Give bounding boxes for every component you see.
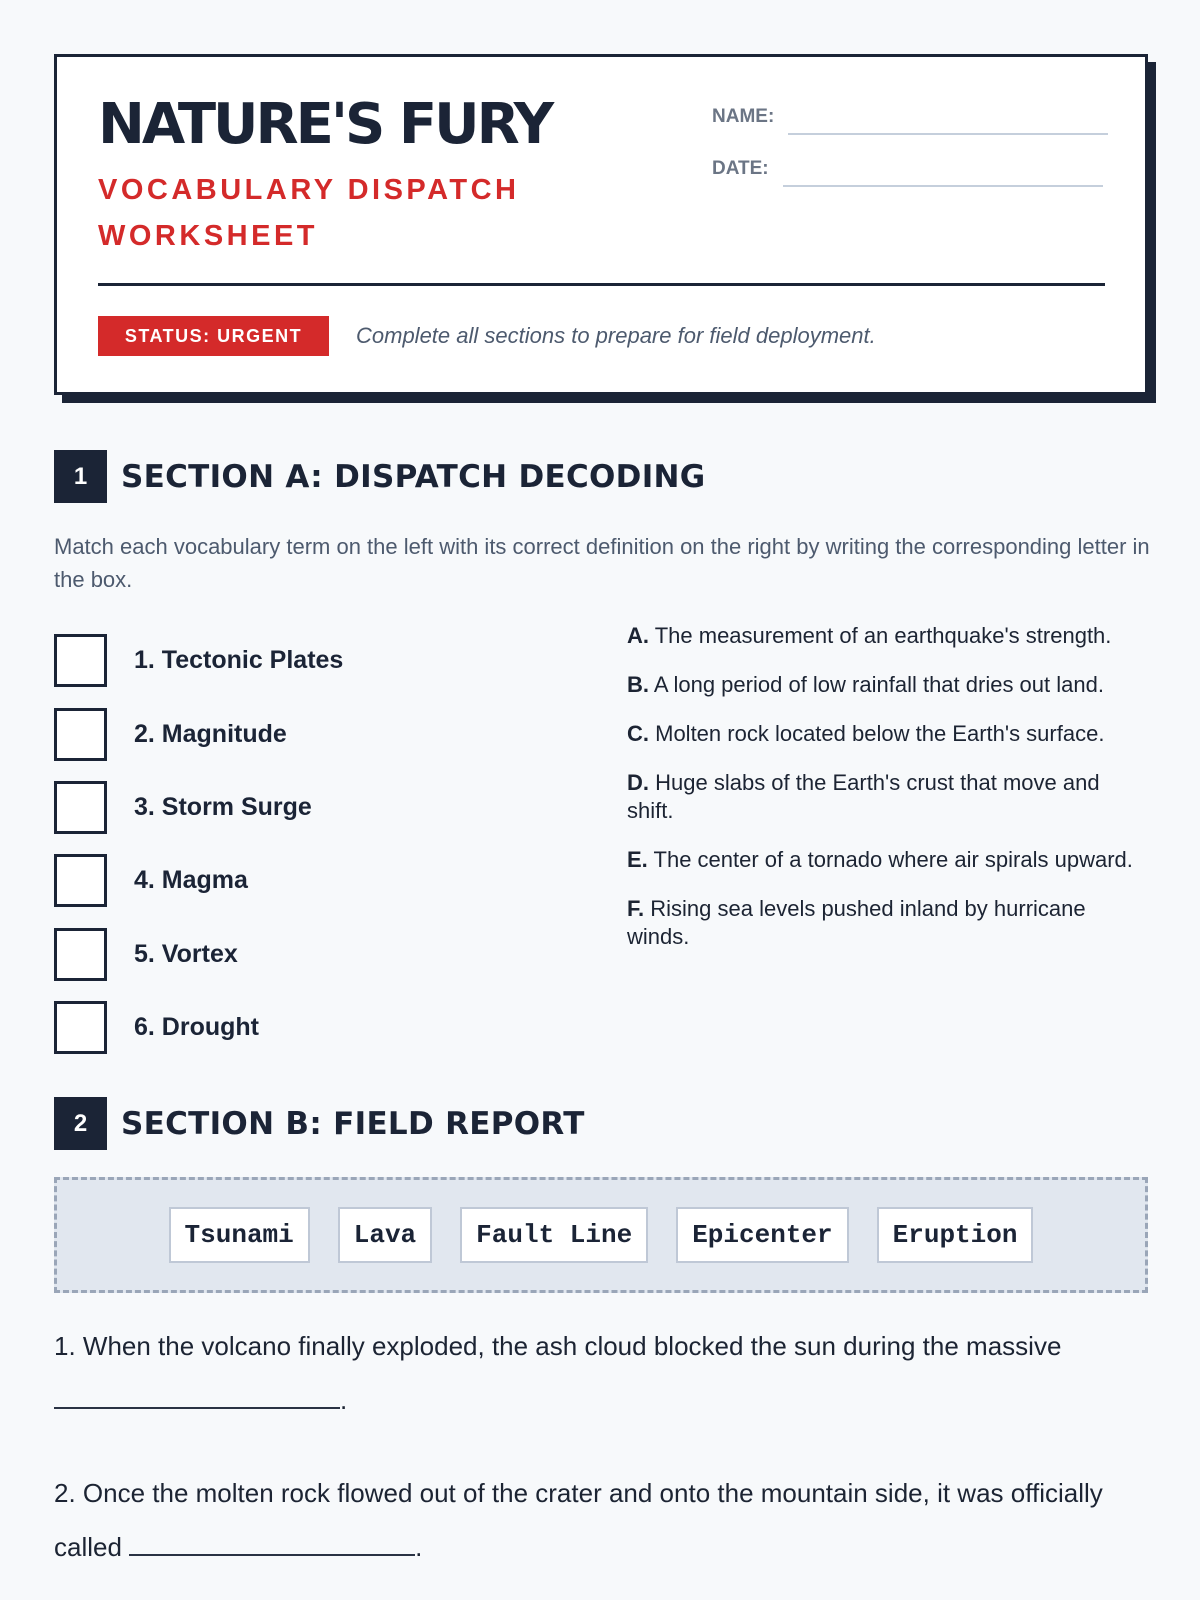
term-row <box>54 771 343 844</box>
term-row <box>54 624 343 697</box>
term-label: 3. Storm Surge <box>134 792 312 821</box>
term-row <box>54 844 343 917</box>
section-number-badge: 1 <box>54 450 107 503</box>
answer-box[interactable] <box>54 634 107 687</box>
answer-blank[interactable] <box>54 1387 340 1409</box>
answer-blank[interactable] <box>129 1534 415 1556</box>
section-b-heading <box>54 1097 585 1150</box>
definition-text: The measurement of an earthquake's strength. <box>654 623 1112 648</box>
header-divider <box>98 283 1105 286</box>
worksheet-subtitle: VOCABULARY DISPATCH WORKSHEET <box>98 174 520 252</box>
status-note: Complete all sections to prepare for field deployment. <box>356 323 876 348</box>
sentence-text: 2. Once the molten rock flowed out of the crater and onto the mountain side, it was officially called <box>54 1478 1103 1562</box>
definition-item <box>627 622 1152 650</box>
definition-text: Huge slabs of the Earth's crust that move and shift. <box>627 770 1100 823</box>
definition-text: Molten rock located below the Earth's surface. <box>655 721 1105 746</box>
word-chip: Lava <box>338 1207 432 1263</box>
status-badge: STATUS: URGENT <box>98 316 329 356</box>
term-label: 4. Magma <box>134 866 248 895</box>
fill-in-sentence <box>54 1319 1164 1427</box>
sentence-end: . <box>415 1532 423 1562</box>
definition-item <box>627 895 1152 951</box>
name-input-line[interactable] <box>788 133 1108 135</box>
date-label: DATE: <box>712 158 769 179</box>
definition-text: A long period of low rainfall that dries out land. <box>653 672 1104 697</box>
worksheet-header <box>54 54 1148 395</box>
definition-item <box>627 720 1152 748</box>
name-field[interactable] <box>712 105 1108 129</box>
answer-box[interactable] <box>54 928 107 981</box>
sentence-end: . <box>340 1385 348 1415</box>
word-chip: Tsunami <box>169 1207 310 1263</box>
word-chip: Fault Line <box>460 1207 648 1263</box>
term-row <box>54 918 343 991</box>
section-title: SECTION B: FIELD REPORT <box>121 1105 585 1142</box>
answer-box[interactable] <box>54 781 107 834</box>
sentence-text: 1. When the volcano finally exploded, the ash cloud blocked the sun during the massive <box>54 1331 1062 1361</box>
answer-box[interactable] <box>54 1001 107 1054</box>
definition-letter: B. <box>627 672 649 697</box>
word-chip: Eruption <box>877 1207 1034 1263</box>
definition-text: Rising sea levels pushed inland by hurricane winds. <box>627 896 1086 949</box>
term-list <box>54 624 343 1064</box>
term-label: 5. Vortex <box>134 939 238 968</box>
definition-item <box>627 769 1152 825</box>
section-number-badge: 2 <box>54 1097 107 1150</box>
date-field[interactable] <box>712 157 1103 181</box>
term-label: 6. Drought <box>134 1013 259 1042</box>
section-title: SECTION A: DISPATCH DECODING <box>121 458 706 495</box>
worksheet-title: NATURE'S FURY <box>98 92 552 157</box>
section-a-instructions: Match each vocabulary term on the left with its correct definition on the right by writing the corresponding letter in the box. <box>54 534 1150 592</box>
date-input-line[interactable] <box>783 185 1103 187</box>
definition-letter: C. <box>627 721 649 746</box>
term-label: 2. Magnitude <box>134 719 287 748</box>
term-label: 1. Tectonic Plates <box>134 646 344 675</box>
definition-letter: E. <box>627 847 648 872</box>
answer-box[interactable] <box>54 854 107 907</box>
term-row <box>54 697 343 770</box>
definition-letter: D. <box>627 770 649 795</box>
definition-letter: F. <box>627 896 645 921</box>
definition-letter: A. <box>627 623 649 648</box>
fill-in-sentence <box>54 1466 1164 1574</box>
definition-item <box>627 671 1152 699</box>
name-label: NAME: <box>712 106 775 127</box>
word-bank <box>54 1177 1148 1293</box>
answer-box[interactable] <box>54 708 107 761</box>
definition-text: The center of a tornado where air spirals upward. <box>653 847 1133 872</box>
term-row <box>54 991 343 1064</box>
definition-list <box>627 622 1152 972</box>
definition-item <box>627 846 1152 874</box>
section-a-heading <box>54 450 706 503</box>
word-chip: Epicenter <box>676 1207 848 1263</box>
